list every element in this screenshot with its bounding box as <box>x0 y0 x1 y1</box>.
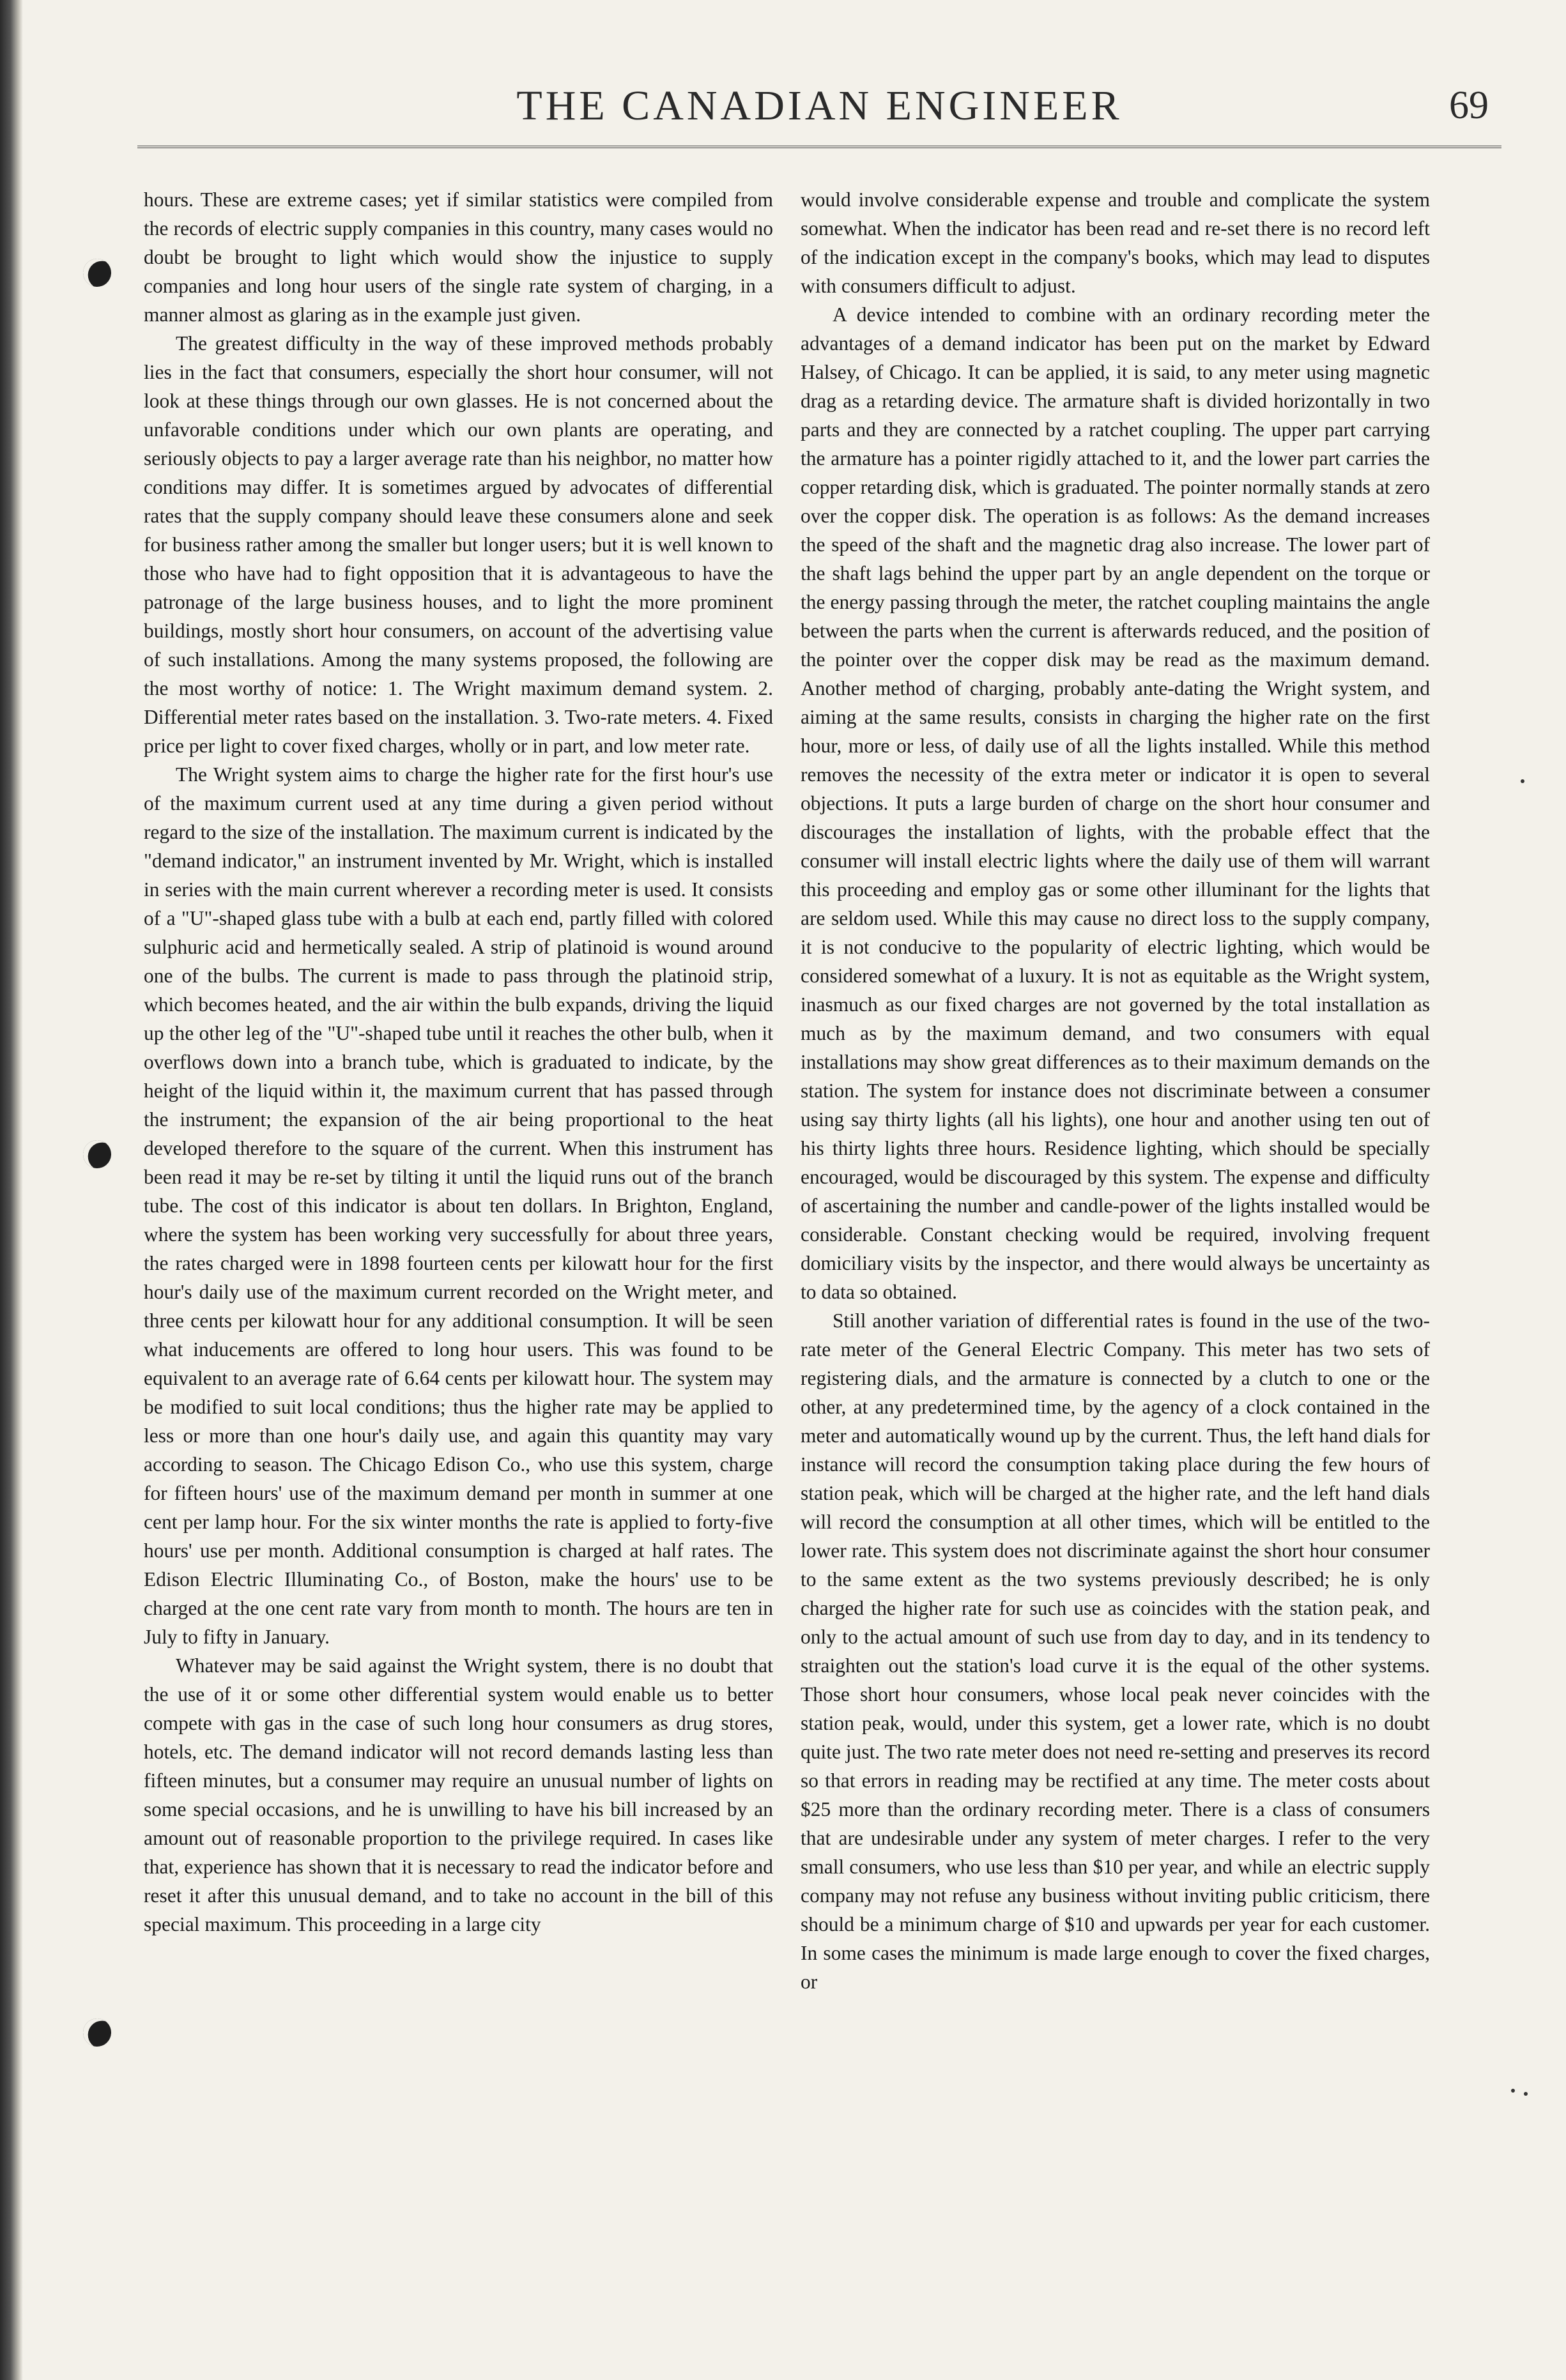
header-rule <box>137 146 1501 148</box>
punch-hole-middle <box>79 1136 115 1172</box>
scan-speck <box>1511 2089 1515 2093</box>
paragraph: would involve considerable expense and trouble and complicate the system somewhat. When the indicator has been read and re-set there is no record left of the indication except in the company's books, which may lead to disputes with consumers difficult to adjust. <box>801 188 1430 297</box>
paragraph: Whatever may be said against the Wright system, there is no doubt that the use of it or some other differential system would enable us to better compete with gas in the case of such long hour consumers as drug stores, hotels, etc. The demand indicator will not record demands lasting less than fifteen minutes, but a consumer may require an unusual number of lights on some special occasions, and he is unwilling to have his bill increased by an amount out of reasonable proportion to the privilege required. In cases like that, experience has shown that it is necessary to read the indicator before and reset it after this unusual demand, and to take no account in the bill of this special maximum. This proceeding in a large city <box>144 1654 773 1935</box>
right-column <box>801 185 1430 1996</box>
paragraph: The Wright system aims to charge the higher rate for the first hour's use of the maximum current used at any time during a given period without regard to the size of the installation. The maximum current is indicated by the "demand indicator," an instrument invented by Mr. Wright, which is installed in series with the main current wherever a recording meter is used. It consists of a "U"-shaped glass tube with a bulb at each end, partly filled with colored sulphuric acid and hermetically sealed. A strip of platinoid is wound around one of the bulbs. The current is made to pass through the platinoid strip, which becomes heated, and the air within the bulb expands, driving the liquid up the other leg of the "U"-shaped tube until it reaches the other bulb, when it overflows down into a branch tube, which is graduated to indicate, by the height of the liquid within it, the maximum current that has passed through the instrument; the expansion of the air being proportional to the heat developed therefore to the square of the current. When this instrument has been read it may be re-set by tilting it until the liquid runs out of the branch tube. The cost of this indicator is about ten dollars. In Brighton, England, where the system has been working very successfully for about three years, the rates charged were in 1898 fourteen cents per kilowatt hour for the first hour's daily use of the maximum current recorded on the Wright meter, and three cents per kilowatt hour for any additional consumption. It will be seen what inducements are offered to long hour users. This was found to be equivalent to an average rate of 6.64 cents per kilowatt hour. The system may be modified to suit local conditions; thus the higher rate may be applied to less or more than one hour's daily use, and again this quantity may vary according to season. The Chicago Edison Co., who use this system, charge for fifteen hours' use of the maximum demand per month in summer at one cent per lamp hour. For the six winter months the rate is applied to forty-five hours' use per month. Additional consumption is charged at half rates. The Edison Electric Illuminating Co., of Boston, make the hours' use to be charged at the one cent rate vary from month to month. The hours are ten in July to fifty in January. <box>144 763 773 1648</box>
page-binding-edge <box>0 0 23 2380</box>
paragraph: Still another variation of differential rates is found in the use of the two-rate meter of the General Electric Company. This meter has two sets of registering dials, and the armature is connected by a clutch to one or the other, at any predetermined time, by the agency of a clock contained in the meter and automatically wound up by the current. Thus, the left hand dials for instance will record the consumption taking place during the few hours of station peak, which will be charged at the higher rate, and the left hand dials will record the consumption at all other times, which will be entitled to the lower rate. This system does not discriminate against the short hour consumer to the same extent as the two systems previously described; he is only charged the higher rate for such use as coincides with the station peak, and only to the actual amount of such use from day to day, and in its tendency to straighten out the station's load curve it is the equal of the other systems. Those short hour consumers, whose local peak never coincides with the station peak, would, under this system, get a lower rate, which is no doubt quite just. The two rate meter does not need re-setting and preserves its record so that errors in reading may be rectified at any time. The meter costs about $25 more than the ordinary recording meter. There is a class of consumers that are undesirable under any system of meter charges. I refer to the very small consumers, who use less than $10 per year, and while an electric supply company may not refuse any business without inviting public criticism, there should be a minimum charge of $10 and upwards per year for each customer. In some cases the minimum is made large enough to cover the fixed charges, or <box>801 1309 1430 1993</box>
page-number: 69 <box>1449 84 1489 127</box>
paragraph: A device intended to combine with an ordinary recording meter the advantages of a demand indicator has been put on the market by Edward Halsey, of Chicago. It can be applied, it is said, to any meter using magnetic drag as a retarding device. The armature shaft is divided horizontally in two parts and they are connected by a ratchet coupling. The upper part carrying the armature has a pointer rigidly attached to it, and the lower part carries the copper retarding disk, which is graduated. The pointer normally stands at zero over the copper disk. The operation is as follows: As the demand increases the speed of the shaft and the magnetic drag also increase. The lower part of the shaft lags behind the upper part by an angle dependent on the torque or the energy passing through the meter, the ratchet coupling maintains the angle between the parts when the current is afterwards reduced, and the position of the pointer over the copper disk may be read as the maximum demand. Another method of charging, probably ante-dating the Wright system, and aiming at the same results, consists in charging the higher rate on the first hour, more or less, of daily use of all the lights installed. While this method removes the necessity of the extra meter or indicator it is open to several objections. It puts a large burden of charge on the short hour consumer and discourages the installation of lights, with the probable effect that the consumer will install electric lights where the daily use of them will warrant this proceeding and employ gas or some other illuminant for the lights that are seldom used. While this may cause no direct loss to the supply company, it is not conducive to the popularity of electric lighting, which would be considered somewhat of a luxury. It is not as equitable as the Wright system, inasmuch as our fixed charges are not governed by the total installation as much as by the maximum demand, and two consumers with equal installations may show great differences as to their maximum demands on the station. The system for instance does not discriminate between a consumer using say thirty lights (all his lights), one hour and another using ten out of his thirty lights three hours. Residence lighting, which should be specially encouraged, would be discouraged by this system. The expense and difficulty of ascertaining the number and candle-power of the lights installed would be considerable. Constant checking would be required, involving frequent domiciliary visits by the inspector, and there would always be uncertainty as to data so obtained. <box>801 303 1430 1303</box>
punch-hole-top <box>79 255 115 291</box>
paragraph: The greatest difficulty in the way of these improved methods probably lies in the fact that consumers, especially the short hour consumer, will not look at these things through our own glasses. He is not concerned about the unfavorable conditions under which our own plants are operating, and seriously objects to pay a larger average rate than his neighbor, no matter how conditions may differ. It is sometimes argued by advocates of differential rates that the supply company should leave these consumers alone and seek for business rather among the smaller but longer users; but it is well known to those who have had to fight opposition that it is advantageous to have the patronage of the large business houses, and to light the more prominent buildings, mostly short hour consumers, on account of the advertising value of such installations. Among the many systems proposed, the following are the most worthy of notice: 1. The Wright maximum demand system. 2. Differential meter rates based on the installation. 3. Two-rate meters. 4. Fixed price per light to cover fixed charges, wholly or in part, and low meter rate. <box>144 332 773 757</box>
scan-speck <box>1524 2092 1528 2096</box>
left-column <box>144 185 773 1939</box>
scan-speck <box>1521 779 1524 783</box>
running-head <box>137 77 1501 147</box>
paragraph: hours. These are extreme cases; yet if similar statistics were compiled from the records of electric supply companies in this country, many cases would no doubt be brought to light which would show the injustice to supply companies and long hour users of the single rate system of charging, in a manner almost as glaring as in the example just given. <box>144 188 773 326</box>
punch-hole-bottom <box>79 2015 115 2050</box>
journal-title: THE CANADIAN ENGINEER <box>516 82 1123 129</box>
